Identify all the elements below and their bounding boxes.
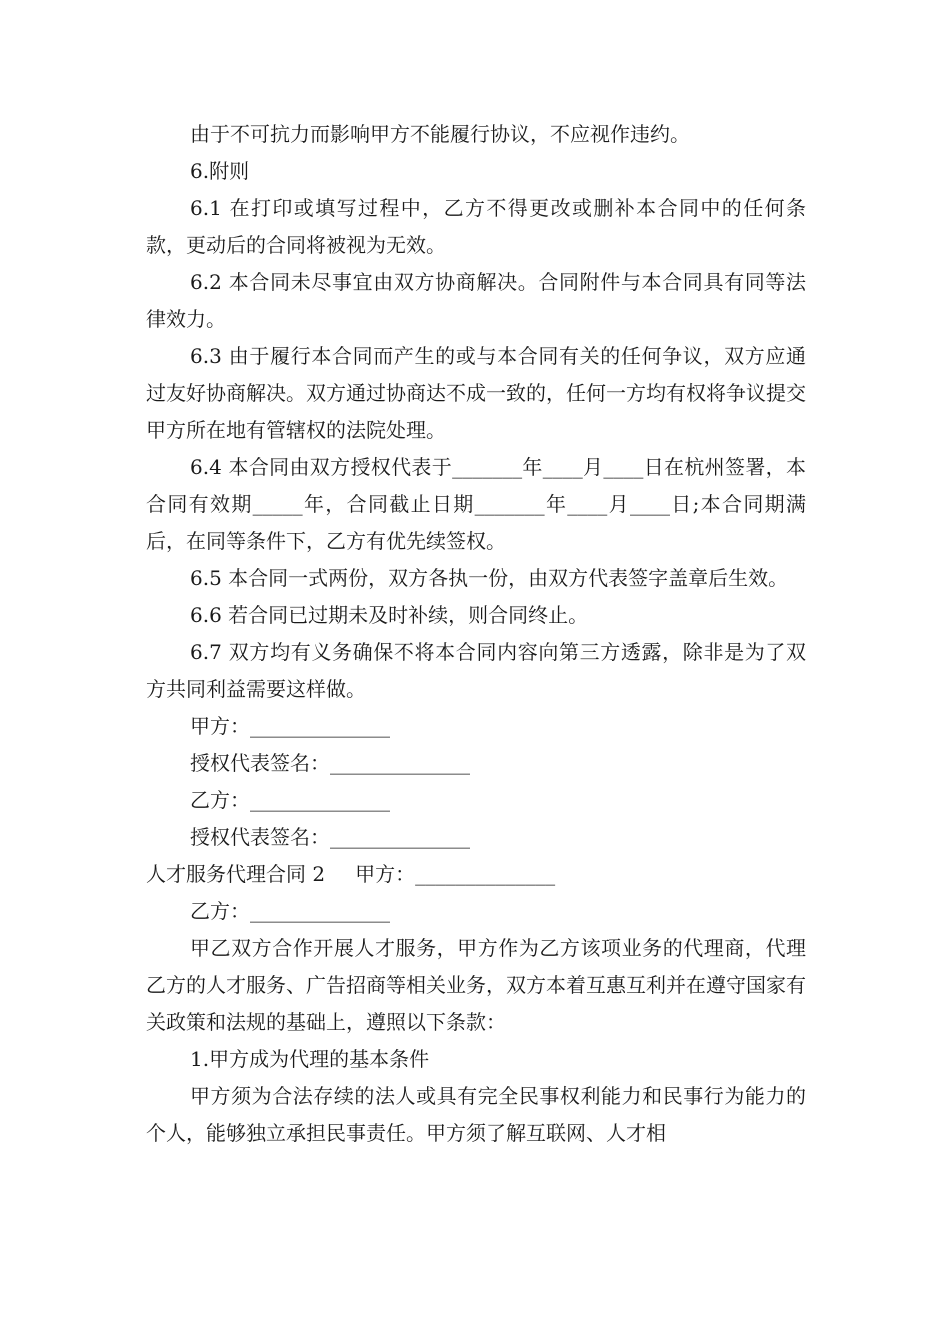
signature-representative-b: 授权代表签名：______________	[190, 825, 470, 849]
contract-2-title: 人才服务代理合同 2	[146, 862, 326, 886]
contract-2-party-b: 乙方：______________	[190, 899, 390, 923]
contract-2-party-a: 甲方：______________	[355, 862, 556, 886]
clause-6-1: 6.1 在打印或填写过程中，乙方不得更改或删补本合同中的任何条款，更动后的合同将被视为无效。	[146, 196, 806, 257]
signature-party-a: 甲方：______________	[190, 714, 390, 738]
contract-2-heading-line	[146, 856, 806, 893]
paragraph-force-majeure: 由于不可抗力而影响甲方不能履行协议，不应视作违约。	[190, 122, 690, 146]
contract-2-section-1-text: 甲方须为合法存续的法人或具有完全民事权利能力和民事行为能力的个人，能够独立承担民事责任。甲方须了解互联网、人才相	[146, 1084, 806, 1145]
clause-6-2: 6.2 本合同未尽事宜由双方协商解决。合同附件与本合同具有同等法律效力。	[146, 270, 806, 331]
clause-6-6: 6.6 若合同已过期未及时补续，则合同终止。	[190, 603, 589, 627]
clause-6-3: 6.3 由于履行本合同而产生的或与本合同有关的任何争议，双方应通过友好协商解决。双方通过协商达不成一致的，任何一方均有权将争议提交甲方所在地有管辖权的法院处理。	[146, 344, 806, 442]
document-body	[146, 116, 806, 1152]
signature-representative-a: 授权代表签名：______________	[190, 751, 470, 775]
clause-6-7: 6.7 双方均有义务确保不将本合同内容向第三方透露，除非是为了双方共同利益需要这样做。	[146, 640, 806, 701]
contract-2-preamble: 甲乙双方合作开展人才服务，甲方作为乙方该项业务的代理商，代理乙方的人才服务、广告招商等相关业务，双方本着互惠互利并在遵守国家有关政策和法规的基础上，遵照以下条款：	[146, 936, 806, 1034]
section-heading-6: 6.附则	[190, 159, 250, 183]
contract-2-section-1-heading: 1.甲方成为代理的基本条件	[190, 1047, 430, 1071]
signature-party-b: 乙方：______________	[190, 788, 390, 812]
clause-6-4: 6.4 本合同由双方授权代表于_______年____月____日在杭州签署，本合同有效期_____年，合同截止日期_______年____月____日;本合同期满后，在同等条件下，乙方有优先续签权。	[146, 455, 806, 553]
clause-6-5: 6.5 本合同一式两份，双方各执一份，由双方代表签字盖章后生效。	[190, 566, 789, 590]
